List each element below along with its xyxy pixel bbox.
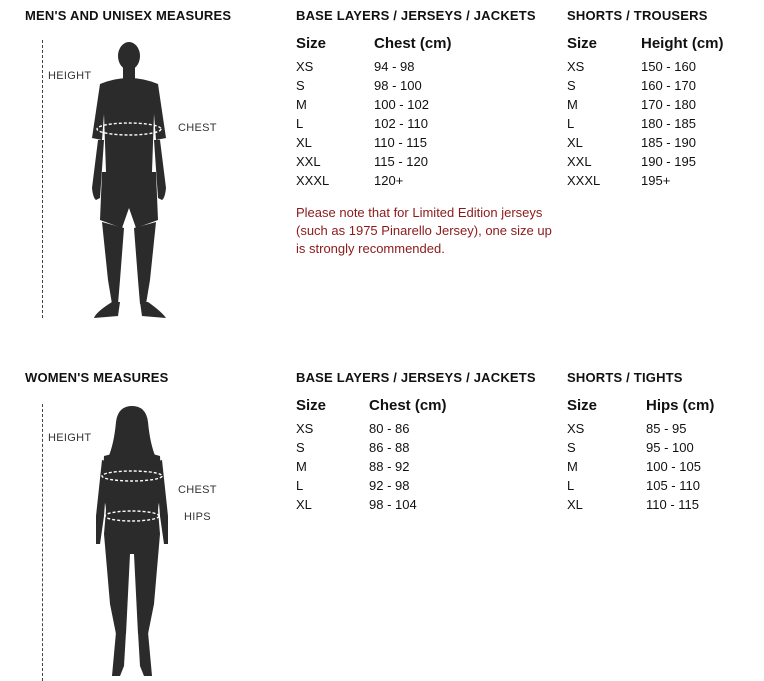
table-row bbox=[567, 78, 696, 93]
table-row bbox=[567, 459, 701, 474]
height-cell: 150 - 160 bbox=[641, 59, 696, 74]
table-row bbox=[296, 173, 404, 188]
hips-cell: 95 - 100 bbox=[646, 440, 694, 455]
size-cell: S bbox=[296, 78, 305, 93]
size-cell: S bbox=[567, 440, 576, 455]
size-cell: M bbox=[567, 459, 578, 474]
size-cell: XL bbox=[567, 135, 583, 150]
men-bottoms-size-header: Size bbox=[567, 35, 598, 52]
size-cell: L bbox=[567, 116, 575, 131]
chest-cell: 102 - 110 bbox=[374, 116, 428, 131]
table-row bbox=[296, 478, 410, 493]
men-tops-chest-header: Chest (cm) bbox=[374, 35, 452, 52]
chest-cell: 88 - 92 bbox=[369, 459, 410, 474]
table-row bbox=[567, 116, 696, 131]
men-height-line bbox=[42, 40, 43, 318]
chest-cell: 80 - 86 bbox=[369, 421, 410, 436]
height-cell: 190 - 195 bbox=[641, 154, 696, 169]
table-row bbox=[296, 59, 415, 74]
men-tops-size-header: Size bbox=[296, 35, 327, 52]
chest-cell: 86 - 88 bbox=[369, 440, 410, 455]
men-section-title: MEN'S AND UNISEX MEASURES bbox=[25, 8, 232, 23]
table-row bbox=[296, 421, 410, 436]
women-tops-title: BASE LAYERS / JERSEYS / JACKETS bbox=[296, 370, 536, 385]
size-cell: S bbox=[296, 440, 305, 455]
men-chest-label: CHEST bbox=[178, 122, 217, 134]
size-cell: S bbox=[567, 78, 576, 93]
women-hips-label: HIPS bbox=[184, 511, 211, 523]
hips-cell: 110 - 115 bbox=[646, 497, 700, 512]
table-row bbox=[296, 440, 410, 455]
table-row bbox=[567, 421, 687, 436]
size-cell: XS bbox=[296, 59, 314, 74]
size-cell: XXL bbox=[567, 154, 592, 169]
chest-cell: 100 - 102 bbox=[374, 97, 429, 112]
chest-cell: 98 - 104 bbox=[369, 497, 417, 512]
table-row bbox=[567, 497, 700, 512]
women-bottoms-hips-header: Hips (cm) bbox=[646, 397, 715, 414]
size-cell: XS bbox=[567, 59, 585, 74]
size-cell: L bbox=[567, 478, 575, 493]
women-section-title: WOMEN'S MEASURES bbox=[25, 370, 169, 385]
height-cell: 160 - 170 bbox=[641, 78, 696, 93]
male-figure-icon bbox=[86, 40, 172, 322]
size-cell: M bbox=[567, 97, 578, 112]
table-row bbox=[296, 116, 428, 131]
men-height-label: HEIGHT bbox=[48, 70, 92, 82]
women-tops-table bbox=[296, 421, 516, 521]
height-cell: 195+ bbox=[641, 173, 671, 188]
table-row bbox=[296, 97, 429, 112]
table-row bbox=[296, 459, 410, 474]
size-cell: M bbox=[296, 97, 307, 112]
hips-cell: 85 - 95 bbox=[646, 421, 687, 436]
table-row bbox=[567, 173, 671, 188]
table-row bbox=[567, 97, 696, 112]
size-cell: L bbox=[296, 478, 304, 493]
women-bottoms-size-header: Size bbox=[567, 397, 598, 414]
table-row bbox=[567, 154, 696, 169]
height-cell: 180 - 185 bbox=[641, 116, 696, 131]
chest-cell: 98 - 100 bbox=[374, 78, 422, 93]
size-cell: XS bbox=[296, 421, 314, 436]
women-tops-size-header: Size bbox=[296, 397, 327, 414]
men-bottoms-title: SHORTS / TROUSERS bbox=[567, 8, 708, 23]
women-bottoms-title: SHORTS / TIGHTS bbox=[567, 370, 683, 385]
female-figure-icon bbox=[94, 404, 170, 681]
women-height-line bbox=[42, 404, 43, 681]
table-row bbox=[567, 440, 694, 455]
height-cell: 185 - 190 bbox=[641, 135, 696, 150]
size-cell: XL bbox=[296, 135, 312, 150]
chest-cell: 110 - 115 bbox=[374, 135, 428, 150]
size-cell: XL bbox=[296, 497, 312, 512]
men-tops-table bbox=[296, 59, 516, 199]
size-cell: XXL bbox=[296, 154, 321, 169]
table-row bbox=[567, 59, 696, 74]
size-cell: XXXL bbox=[567, 173, 601, 188]
chest-cell: 115 - 120 bbox=[374, 154, 428, 169]
size-cell: XS bbox=[567, 421, 585, 436]
table-row bbox=[296, 497, 417, 512]
men-bottoms-height-header: Height (cm) bbox=[641, 35, 724, 52]
table-row bbox=[567, 478, 700, 493]
chest-cell: 120+ bbox=[374, 173, 404, 188]
size-cell: L bbox=[296, 116, 304, 131]
table-row bbox=[296, 135, 428, 150]
men-tops-title: BASE LAYERS / JERSEYS / JACKETS bbox=[296, 8, 536, 23]
women-chest-label: CHEST bbox=[178, 484, 217, 496]
table-row bbox=[567, 135, 696, 150]
women-height-label: HEIGHT bbox=[48, 432, 92, 444]
size-cell: XXXL bbox=[296, 173, 330, 188]
chest-cell: 92 - 98 bbox=[369, 478, 410, 493]
table-row bbox=[296, 154, 428, 169]
women-tops-chest-header: Chest (cm) bbox=[369, 397, 447, 414]
height-cell: 170 - 180 bbox=[641, 97, 696, 112]
hips-cell: 105 - 110 bbox=[646, 478, 700, 493]
size-cell: M bbox=[296, 459, 307, 474]
table-row bbox=[296, 78, 422, 93]
limited-edition-note: Please note that for Limited Edition jerseys (such as 1975 Pinarello Jersey), one size up is strongly recommended. bbox=[296, 205, 552, 256]
hips-cell: 100 - 105 bbox=[646, 459, 701, 474]
chest-cell: 94 - 98 bbox=[374, 59, 415, 74]
size-cell: XL bbox=[567, 497, 583, 512]
women-bottoms-table bbox=[567, 421, 757, 521]
men-bottoms-table bbox=[567, 59, 757, 199]
